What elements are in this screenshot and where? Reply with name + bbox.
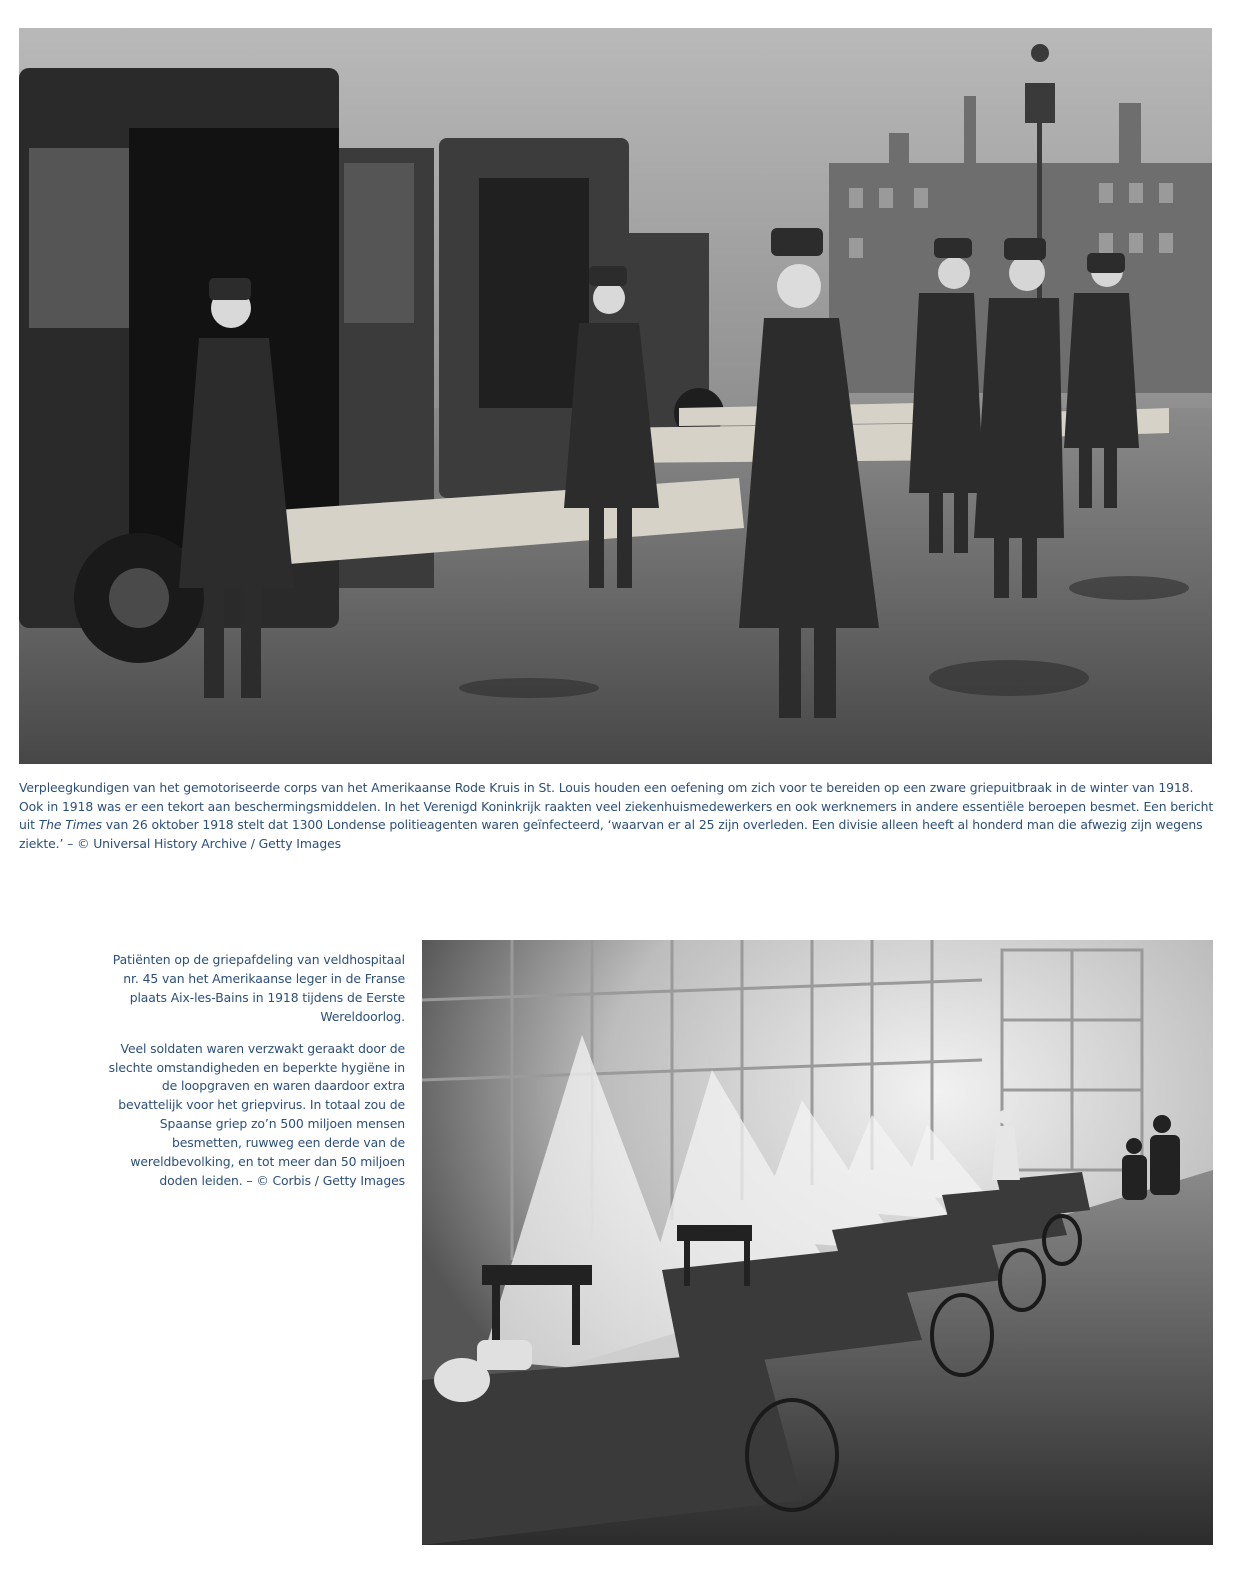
- photo-influenza-ward: [422, 940, 1213, 1545]
- photo-red-cross-nurses: [19, 28, 1212, 764]
- caption-top-text-2: van 26 oktober 1918 stelt dat 1300 Londense politieagenten waren geïnfecteerd, ‘waarvan er al 25 zijn overleden. Een divisie alleen heeft al honderd man die afwezig zijn wegens ziekte.’ – © Universal History Archive / Getty Images: [19, 817, 1203, 852]
- caption-top-italic-title: The Times: [38, 817, 102, 833]
- caption-red-cross-nurses: [19, 779, 1214, 854]
- caption-side-paragraph-1: Patiënten op de griepafdeling van veldhospitaal nr. 45 van het Amerikaanse leger in de Franse plaats Aix-les-Bains in 1918 tijdens de Eerste Wereldoorlog.: [112, 952, 405, 1024]
- caption-side-paragraph-2: Veel soldaten waren verzwakt geraakt door de slechte omstandigheden en beperkte hygiëne in de loopgraven en waren daardoor extra bevattelijk voor het griepvirus. In totaal zou de Spaanse griep zo’n 500 miljoen mensen besmetten, ruwweg een derde van de wereldbevolking, en tot meer dan 50 miljoen doden leiden. – © Corbis / Getty Images: [108, 1040, 405, 1188]
- caption-field-hospital: [100, 951, 405, 1204]
- caption-top-text-1: Verpleegkundigen van het gemotoriseerde corps van het Amerikaanse Rode Kruis in St. Louis houden een oefening om zich voor te bereiden op een zware griepuitbraak in de winter van 1918. Ook in 1918 was er een tekort aan beschermingsmiddelen. In het Verenigd Koninkrijk raakten veel ziekenhuismedewerkers en ook werknemers in andere essentiële beroepen besmet. Een bericht uit: [19, 780, 1214, 833]
